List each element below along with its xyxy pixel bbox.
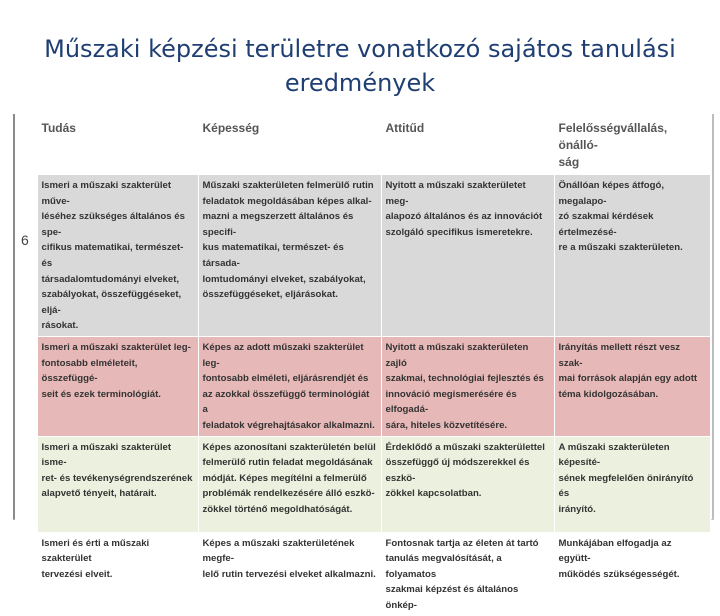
cell-tudas: Ismeri és érti a műszaki szakterület tervezési elveit. xyxy=(37,532,198,616)
table-header-row xyxy=(15,114,710,175)
cell-attitud: Nyitott a műszaki szakterületen zajló szakmai, technológiai fejlesztés és innováció megismerésére és elfogadá- sára, hiteles közvetítésére. xyxy=(381,336,554,436)
cell-kepesseg: Műszaki szakterületen felmerülő rutin feladatok megoldásában képes alkal- mazni a megszerzett általános és specifi- kus matematikai, természet- és társada- lomtudományi elveket, szabályokat, összefüggéseket, eljárásokat. xyxy=(198,175,381,336)
cell-tudas: Ismeri a műszaki szakterület isme- ret- és tevékenységrendszerének alapvető tényeit, határait. xyxy=(37,436,198,532)
cell-attitud: Fontosnak tartja az életen át tartó tanulás megvalósítását, a folyamatos szakmai képzést és általános önkép- xyxy=(381,532,554,616)
cell-attitud: Érdeklődő a műszaki szakterülettel összefüggő új módszerekkel és eszkö- zökkel kapcsolatban. xyxy=(381,436,554,532)
cell-felelosseg: Önállóan képes átfogó, megalapo- zó szakmai kérdések értelmezésé- re a műszaki szakterületen. xyxy=(554,175,710,336)
table-row xyxy=(15,532,710,616)
table-row xyxy=(15,336,710,436)
cell-felelosseg: A műszaki szakterületen képesíté- sének megfelelően önirányító és irányító. xyxy=(554,436,710,532)
cell-kepesseg: Képes a műszaki szakterületének megfe- lelő rutin tervezési elveket alkalmazni. xyxy=(198,532,381,616)
cell-kepesseg: Képes azonosítani szakterületén belül felmerülő rutin feladat megoldásának módját. Képes megítélni a felmerülő problémák rendelkezésére álló eszkö- zökkel történő megoldhatóságát. xyxy=(198,436,381,532)
cell-felelosseg: Munkájában elfogadja az együtt- működés szükségességét. xyxy=(554,532,710,616)
header-kepesseg: Képesség xyxy=(198,114,381,175)
header-tudas: Tudás xyxy=(37,114,198,175)
page-title: Műszaki képzési területre vonatkozó sajátos tanulási eredmények xyxy=(44,35,676,97)
cell-felelosseg: Irányítás mellett részt vesz szak- mai források alapján egy adott téma kidolgozásában. xyxy=(554,336,710,436)
level-number: 6 xyxy=(15,175,37,616)
header-felelosseg: Felelősségvállalás, önálló- ság xyxy=(554,114,710,175)
cell-kepesseg: Képes az adott műszaki szakterület leg- fontosabb elméleti, eljárásrendjét és az azokkal összefüggő terminológiát a feladatok végrehajtásakor alkalmazni. xyxy=(198,336,381,436)
learning-outcomes-table-image xyxy=(13,114,714,611)
cell-tudas: Ismeri a műszaki szakterület műve- léséhez szükséges általános és spe- cifikus matematikai, természet- és társadalomtudományi elveket, szabályokat, összefüggéseket, eljá- rásokat. xyxy=(37,175,198,336)
cell-attitud: Nyitott a műszaki szakterületet meg- alapozó általános és az innovációt szolgáló specifikus ismeretekre. xyxy=(381,175,554,336)
header-spacer xyxy=(15,114,37,175)
cell-tudas: Ismeri a műszaki szakterület leg- fontosabb elméleteit, összefüggé- seit és ezek terminológiát. xyxy=(37,336,198,436)
table-row xyxy=(15,436,710,532)
header-attitud: Attitűd xyxy=(381,114,554,175)
table-row xyxy=(15,175,710,336)
learning-outcomes-table xyxy=(15,114,711,616)
